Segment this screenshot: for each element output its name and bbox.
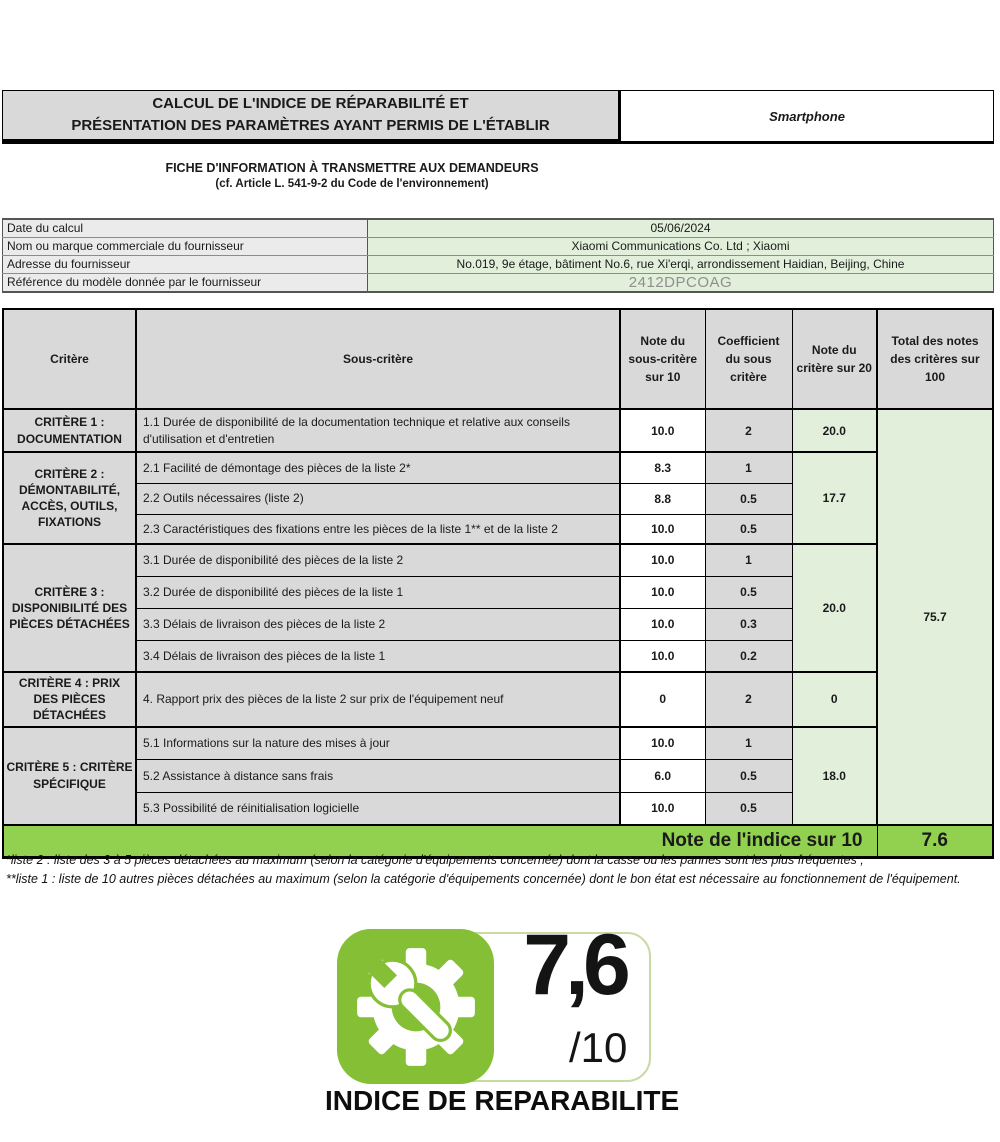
header-sous-critere: Sous-critère: [136, 309, 620, 409]
sub-criterion-label: 1.1 Durée de disponibilité de la documentation technique et relative aux conseils d'utilisation et d'entretien: [136, 409, 620, 452]
criterion-name: CRITÈRE 5 : CRITÈRE SPÉCIFIQUE: [3, 727, 136, 825]
title-block: [2, 90, 994, 144]
sub-criterion-label: 3.1 Durée de disponibilité des pièces de la liste 2: [136, 544, 620, 576]
sub-criterion-coeff: 0.5: [705, 576, 792, 608]
sub-criterion-label: 2.2 Outils nécessaires (liste 2): [136, 483, 620, 514]
info-value: Xiaomi Communications Co. Ltd ; Xiaomi: [368, 237, 994, 255]
criterion-score20: 17.7: [792, 452, 877, 544]
info-label: Référence du modèle donnée par le fournisseur: [3, 273, 368, 292]
criterion-score20: 20.0: [792, 409, 877, 452]
header-critere: Critère: [3, 309, 136, 409]
sub-criterion-coeff: 0.5: [705, 760, 792, 793]
info-label: Date du calcul: [3, 219, 368, 237]
badge-score: 7,6: [523, 917, 625, 1013]
product-category: Smartphone: [619, 90, 994, 144]
badge-caption: INDICE DE REPARABILITE: [325, 1085, 680, 1116]
document-title-line2: PRÉSENTATION DES PARAMÈTRES AYANT PERMIS DE L'ÉTABLIR: [71, 117, 550, 134]
subtitle-line1: FICHE D'INFORMATION À TRANSMETTRE AUX DEMANDEURS: [165, 161, 539, 175]
criterion-score20: 20.0: [792, 544, 877, 672]
badge-out-of: /10: [569, 1024, 628, 1071]
sub-criterion-coeff: 0.5: [705, 514, 792, 544]
sub-criterion-label: 3.4 Délais de livraison des pièces de la liste 1: [136, 640, 620, 672]
sub-criterion-coeff: 0.2: [705, 640, 792, 672]
sub-criterion-note: 10.0: [620, 640, 705, 672]
sub-criterion-note: 10.0: [620, 576, 705, 608]
sub-criterion-label: 3.3 Délais de livraison des pièces de la liste 2: [136, 608, 620, 640]
criterion-name: CRITÈRE 3 : DISPONIBILITÉ DES PIÈCES DÉTACHÉES: [3, 544, 136, 672]
sub-criterion-coeff: 2: [705, 672, 792, 727]
badge-green-square: [337, 929, 494, 1084]
index-score-label: Note de l'indice sur 10: [3, 825, 877, 858]
criterion-name: CRITÈRE 1 : DOCUMENTATION: [3, 409, 136, 452]
sub-criterion-label: 5.3 Possibilité de réinitialisation logicielle: [136, 793, 620, 825]
sub-criterion-coeff: 0.3: [705, 608, 792, 640]
gear-wrench-icon: [352, 943, 480, 1071]
document-title-line1: CALCUL DE L'INDICE DE RÉPARABILITÉ ET: [152, 95, 469, 113]
header-total100: Total des notes des critères sur 100: [877, 309, 993, 409]
sub-criterion-coeff: 0.5: [705, 793, 792, 825]
sub-criterion-label: 3.2 Durée de disponibilité des pièces de la liste 1: [136, 576, 620, 608]
sub-criterion-note: 6.0: [620, 760, 705, 793]
sub-criterion-label: 2.1 Facilité de démontage des pièces de la liste 2*: [136, 452, 620, 483]
criterion-name: CRITÈRE 2 : DÉMONTABILITÉ, ACCÈS, OUTILS, FIXATIONS: [3, 452, 136, 544]
table-row: [3, 409, 993, 452]
sub-criterion-note: 10.0: [620, 544, 705, 576]
info-row-model-ref: [3, 273, 994, 292]
info-row-name: [3, 237, 994, 255]
supplier-info-table: [2, 218, 994, 293]
sub-criterion-note: 10.0: [620, 514, 705, 544]
table-row: [3, 727, 993, 760]
footnote-liste2: *liste 2 : liste des 3 à 5 pièces détachées au maximum (selon la catégorie d'équipements concernée) dont la casse ou les pannes sont les plus fréquentes ;: [6, 853, 864, 867]
header-note20: Note du critère sur 20: [792, 309, 877, 409]
footnote-liste1: **liste 1 : liste de 10 autres pièces détachées au maximum (selon la catégorie d'équipements concernée) dont le bon état est nécessaire au fonctionnement de l'équipement.: [6, 871, 961, 886]
sub-criterion-note: 8.8: [620, 483, 705, 514]
sub-criterion-label: 5.1 Informations sur la nature des mises à jour: [136, 727, 620, 760]
criteria-table: [2, 308, 994, 859]
info-value: No.019, 9e étage, bâtiment No.6, rue Xi'erqi, arrondissement Haidian, Beijing, Chine: [368, 255, 994, 273]
criterion-score20: 0: [792, 672, 877, 727]
table-row: [3, 544, 993, 576]
header-note10: Note du sous-critère sur 10: [620, 309, 705, 409]
criterion-name: CRITÈRE 4 : PRIX DES PIÈCES DÉTACHÉES: [3, 672, 136, 727]
header-coefficient: Coefficient du sous critère: [705, 309, 792, 409]
sub-criterion-coeff: 1: [705, 544, 792, 576]
sub-criterion-note: 10.0: [620, 608, 705, 640]
sub-criterion-label: 2.3 Caractéristiques des fixations entre les pièces de la liste 1** et de la liste 2: [136, 514, 620, 544]
footnotes: [6, 851, 990, 889]
sub-criterion-coeff: 0.5: [705, 483, 792, 514]
criterion-score20: 18.0: [792, 727, 877, 825]
table-row: [3, 452, 993, 483]
sub-criterion-label: 4. Rapport prix des pièces de la liste 2 sur prix de l'équipement neuf: [136, 672, 620, 727]
sub-criterion-label: 5.2 Assistance à distance sans frais: [136, 760, 620, 793]
sub-criterion-note: 10.0: [620, 727, 705, 760]
sub-criterion-note: 8.3: [620, 452, 705, 483]
info-row-address: [3, 255, 994, 273]
info-label: Adresse du fournisseur: [3, 255, 368, 273]
subtitle: [2, 161, 702, 190]
sub-criterion-coeff: 1: [705, 452, 792, 483]
info-value: 05/06/2024: [368, 219, 994, 237]
subtitle-line2: (cf. Article L. 541-9-2 du Code de l'environnement): [215, 178, 489, 190]
info-row-date: [3, 219, 994, 237]
total-score-100: 75.7: [877, 409, 993, 825]
document-title: [2, 90, 619, 144]
repairability-badge: [325, 917, 680, 1119]
sub-criterion-coeff: 1: [705, 727, 792, 760]
sub-criterion-note: 10.0: [620, 793, 705, 825]
info-label: Nom ou marque commerciale du fournisseur: [3, 237, 368, 255]
sub-criterion-note: 10.0: [620, 409, 705, 452]
table-row: [3, 672, 993, 727]
model-reference: 2412DPCOAG: [368, 273, 994, 292]
index-score-value: 7.6: [877, 825, 993, 858]
sub-criterion-note: 0: [620, 672, 705, 727]
sub-criterion-coeff: 2: [705, 409, 792, 452]
criteria-table-header: [3, 309, 993, 409]
